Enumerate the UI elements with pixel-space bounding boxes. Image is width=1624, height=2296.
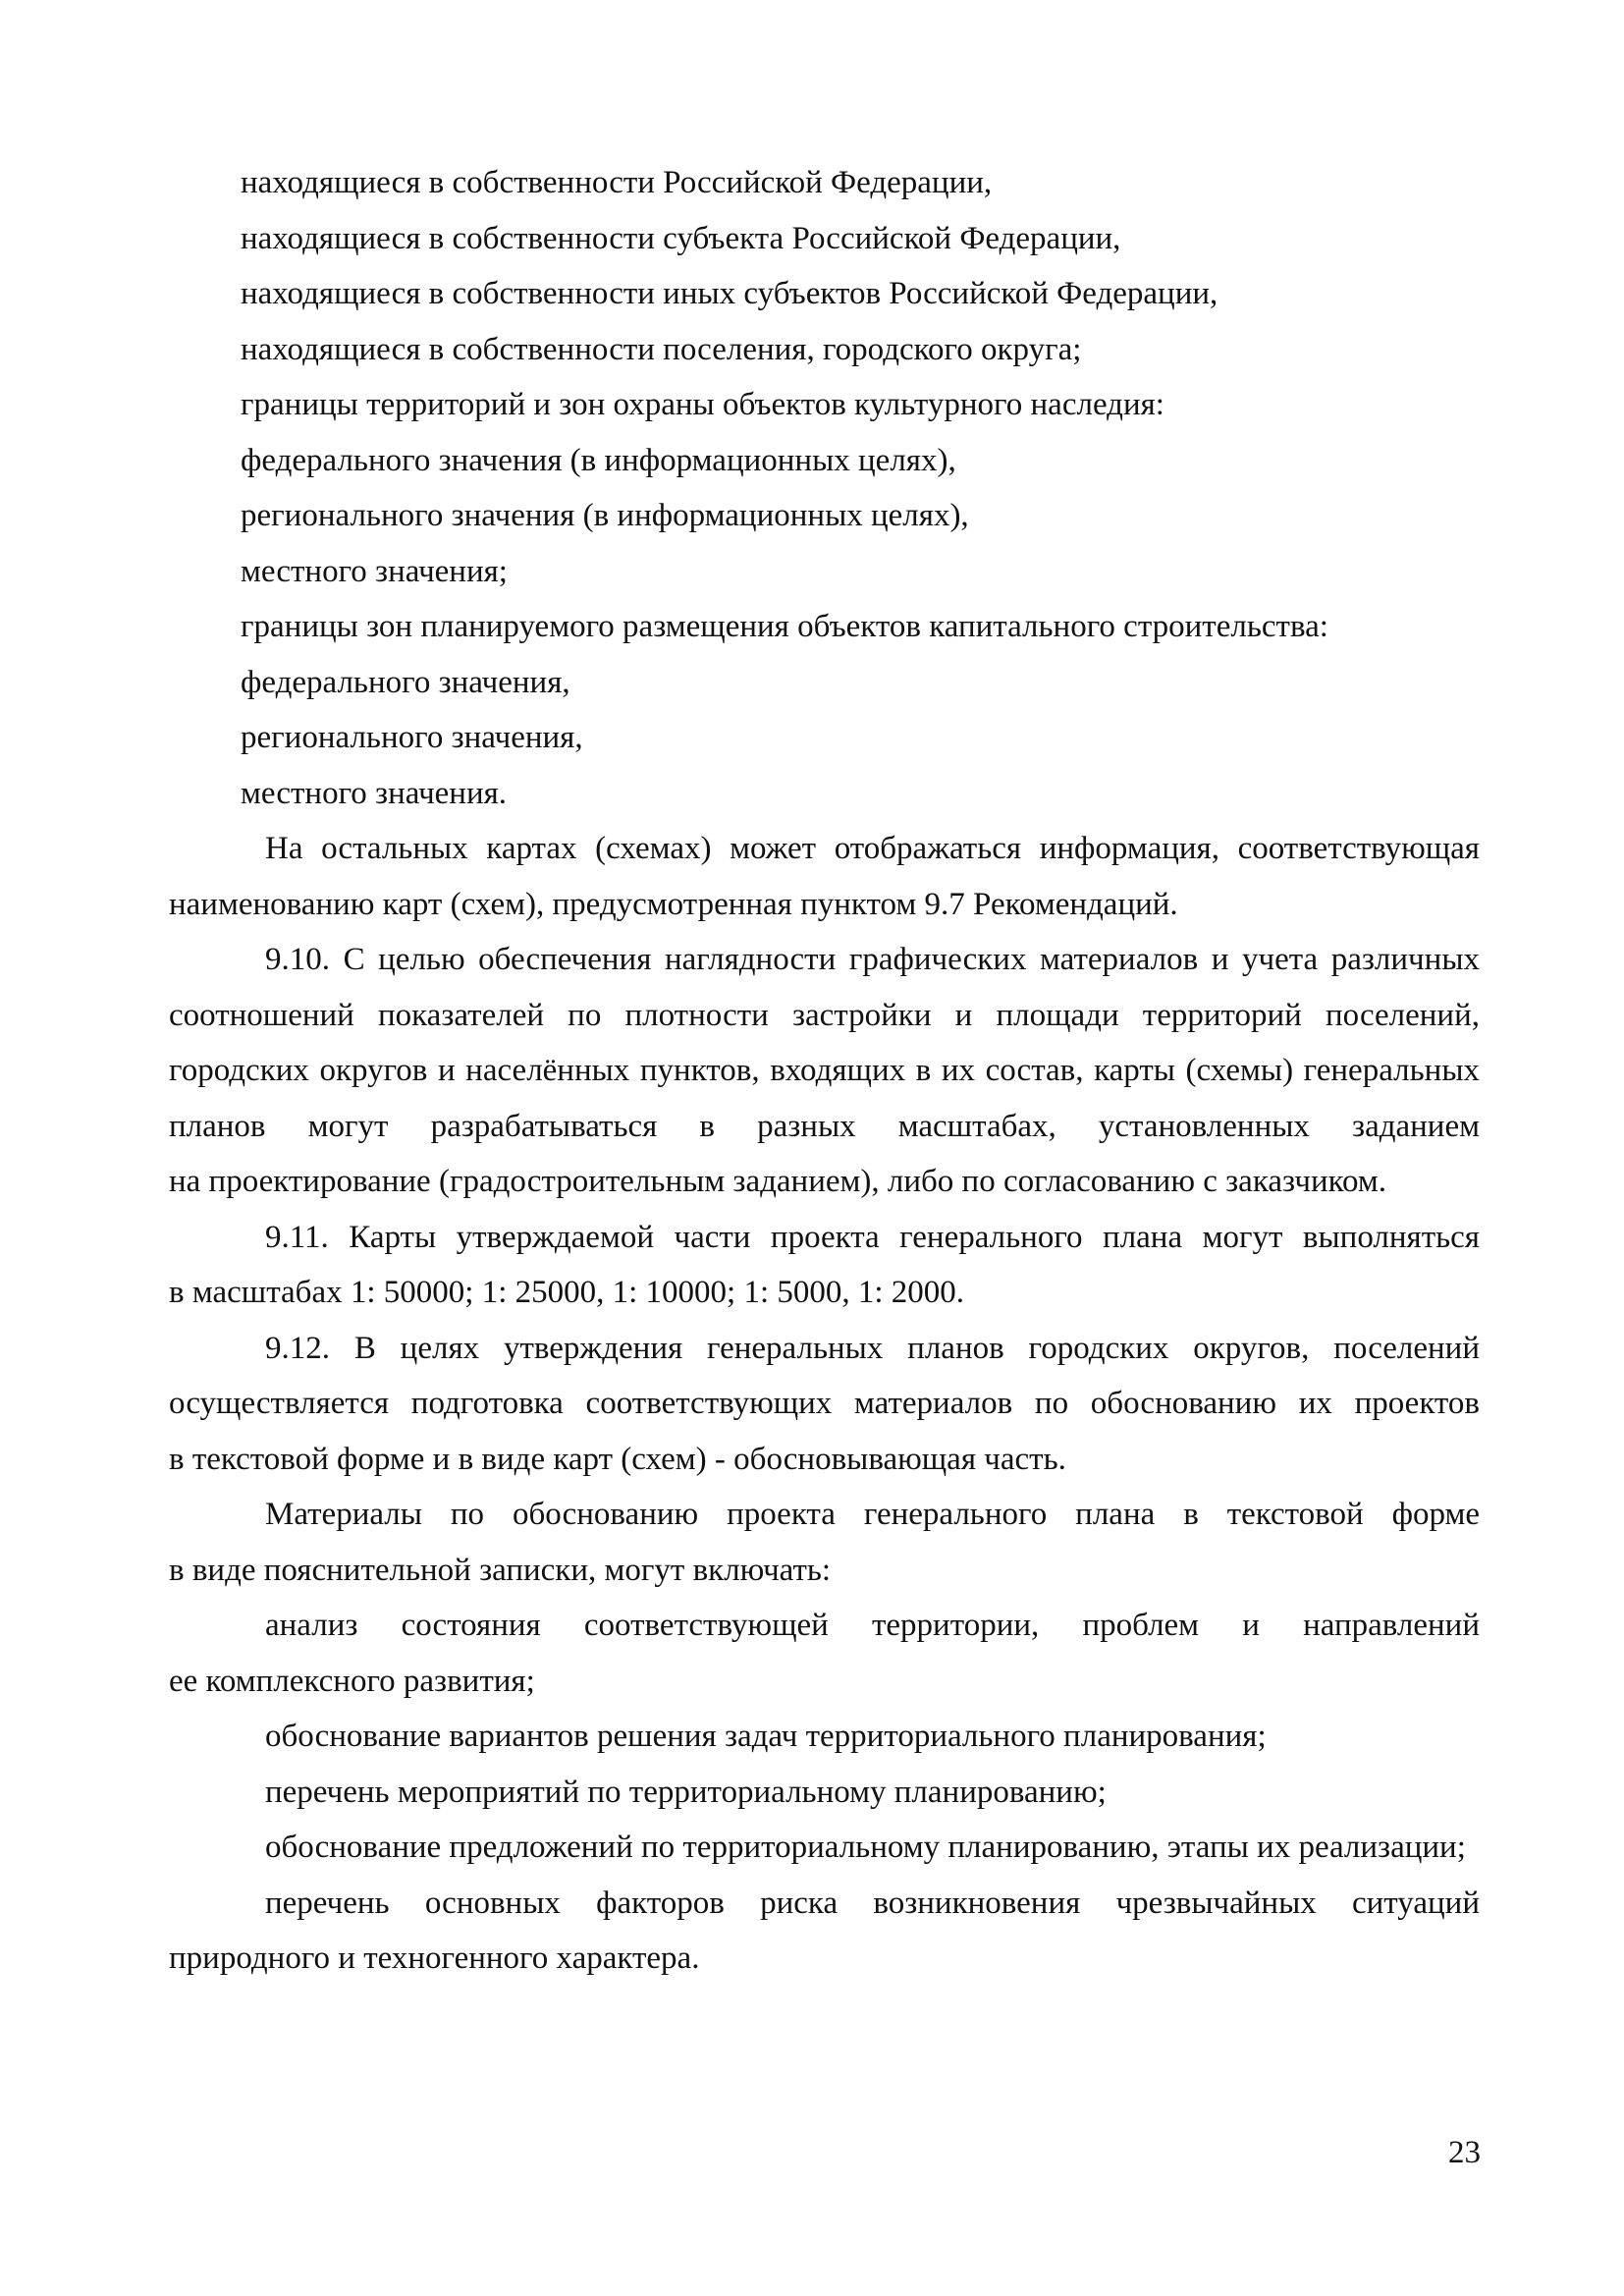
text-line: в виде пояснительной записки, могут включать:	[169, 1552, 832, 1588]
text-line: Материалы по обоснованию проекта генерального плана в текстовой форме	[265, 1497, 1480, 1532]
text-line: находящиеся в собственности поселения, городского округа;	[241, 331, 1082, 367]
text-line: ее комплексного развития;	[169, 1663, 535, 1699]
text-line: перечень основных факторов риска возникновения чрезвычайных ситуаций	[265, 1885, 1480, 1921]
text-line: соотношений показателей по плотности застройки и площади территорий поселений,	[169, 997, 1480, 1033]
text-line: На остальных картах (схемах) может отображаться информация, соответствующая	[265, 831, 1480, 866]
document-body	[169, 155, 1480, 1987]
text-line: 9.11. Карты утверждаемой части проекта генерального плана могут выполняться	[265, 1219, 1480, 1255]
text-line: регионального значения,	[241, 720, 583, 755]
text-line: перечень мероприятий по территориальному планированию;	[265, 1774, 1107, 1810]
text-line: в текстовой форме и в виде карт (схем) - обосновывающая часть.	[169, 1441, 1066, 1477]
text-line: анализ состояния соответствующей территории, проблем и направлений	[265, 1608, 1480, 1643]
text-line: находящиеся в собственности иных субъектов Российской Федерации,	[241, 276, 1218, 311]
text-line: 9.10. С целью обеспечения наглядности графических материалов и учета различных	[265, 942, 1480, 977]
text-line: границы зон планируемого размещения объектов капитального строительства:	[241, 609, 1328, 644]
text-line: обоснование предложений по территориальному планированию, этапы их реализации;	[265, 1830, 1466, 1865]
text-line: местного значения.	[241, 775, 508, 811]
text-line: местного значения;	[241, 553, 508, 589]
text-line: планов могут разрабатываться в разных масштабах, установленных заданием	[169, 1108, 1480, 1144]
text-line: на проектирование (градостроительным заданием), либо по согласованию с заказчиком.	[169, 1164, 1386, 1199]
text-line: природного и техногенного характера.	[169, 1941, 700, 1976]
text-line: федерального значения,	[241, 664, 570, 700]
text-line: регионального значения (в информационных целях),	[241, 498, 969, 533]
text-line: городских округов и населённых пунктов, входящих в их состав, карты (схемы) генеральных	[169, 1053, 1480, 1088]
text-line: находящиеся в собственности Российской Федерации,	[241, 165, 993, 200]
text-line: в масштабах 1: 50000; 1: 25000, 1: 10000; 1: 5000, 1: 2000.	[169, 1275, 965, 1310]
text-line: обоснование вариантов решения задач территориального планирования;	[265, 1719, 1267, 1754]
text-line: находящиеся в собственности субъекта Российской Федерации,	[241, 220, 1121, 256]
text-line: федерального значения (в информационных целях),	[241, 442, 956, 478]
page-number: 23	[1448, 2135, 1481, 2170]
text-line: 9.12. В целях утверждения генеральных планов городских округов, поселений	[265, 1330, 1480, 1366]
text-line: границы территорий и зон охраны объектов культурного наследия:	[241, 387, 1164, 422]
text-line: наименованию карт (схем), предусмотренная пунктом 9.7 Рекомендаций.	[169, 886, 1178, 922]
text-line: осуществляется подготовка соответствующих материалов по обоснованию их проектов	[169, 1386, 1480, 1421]
